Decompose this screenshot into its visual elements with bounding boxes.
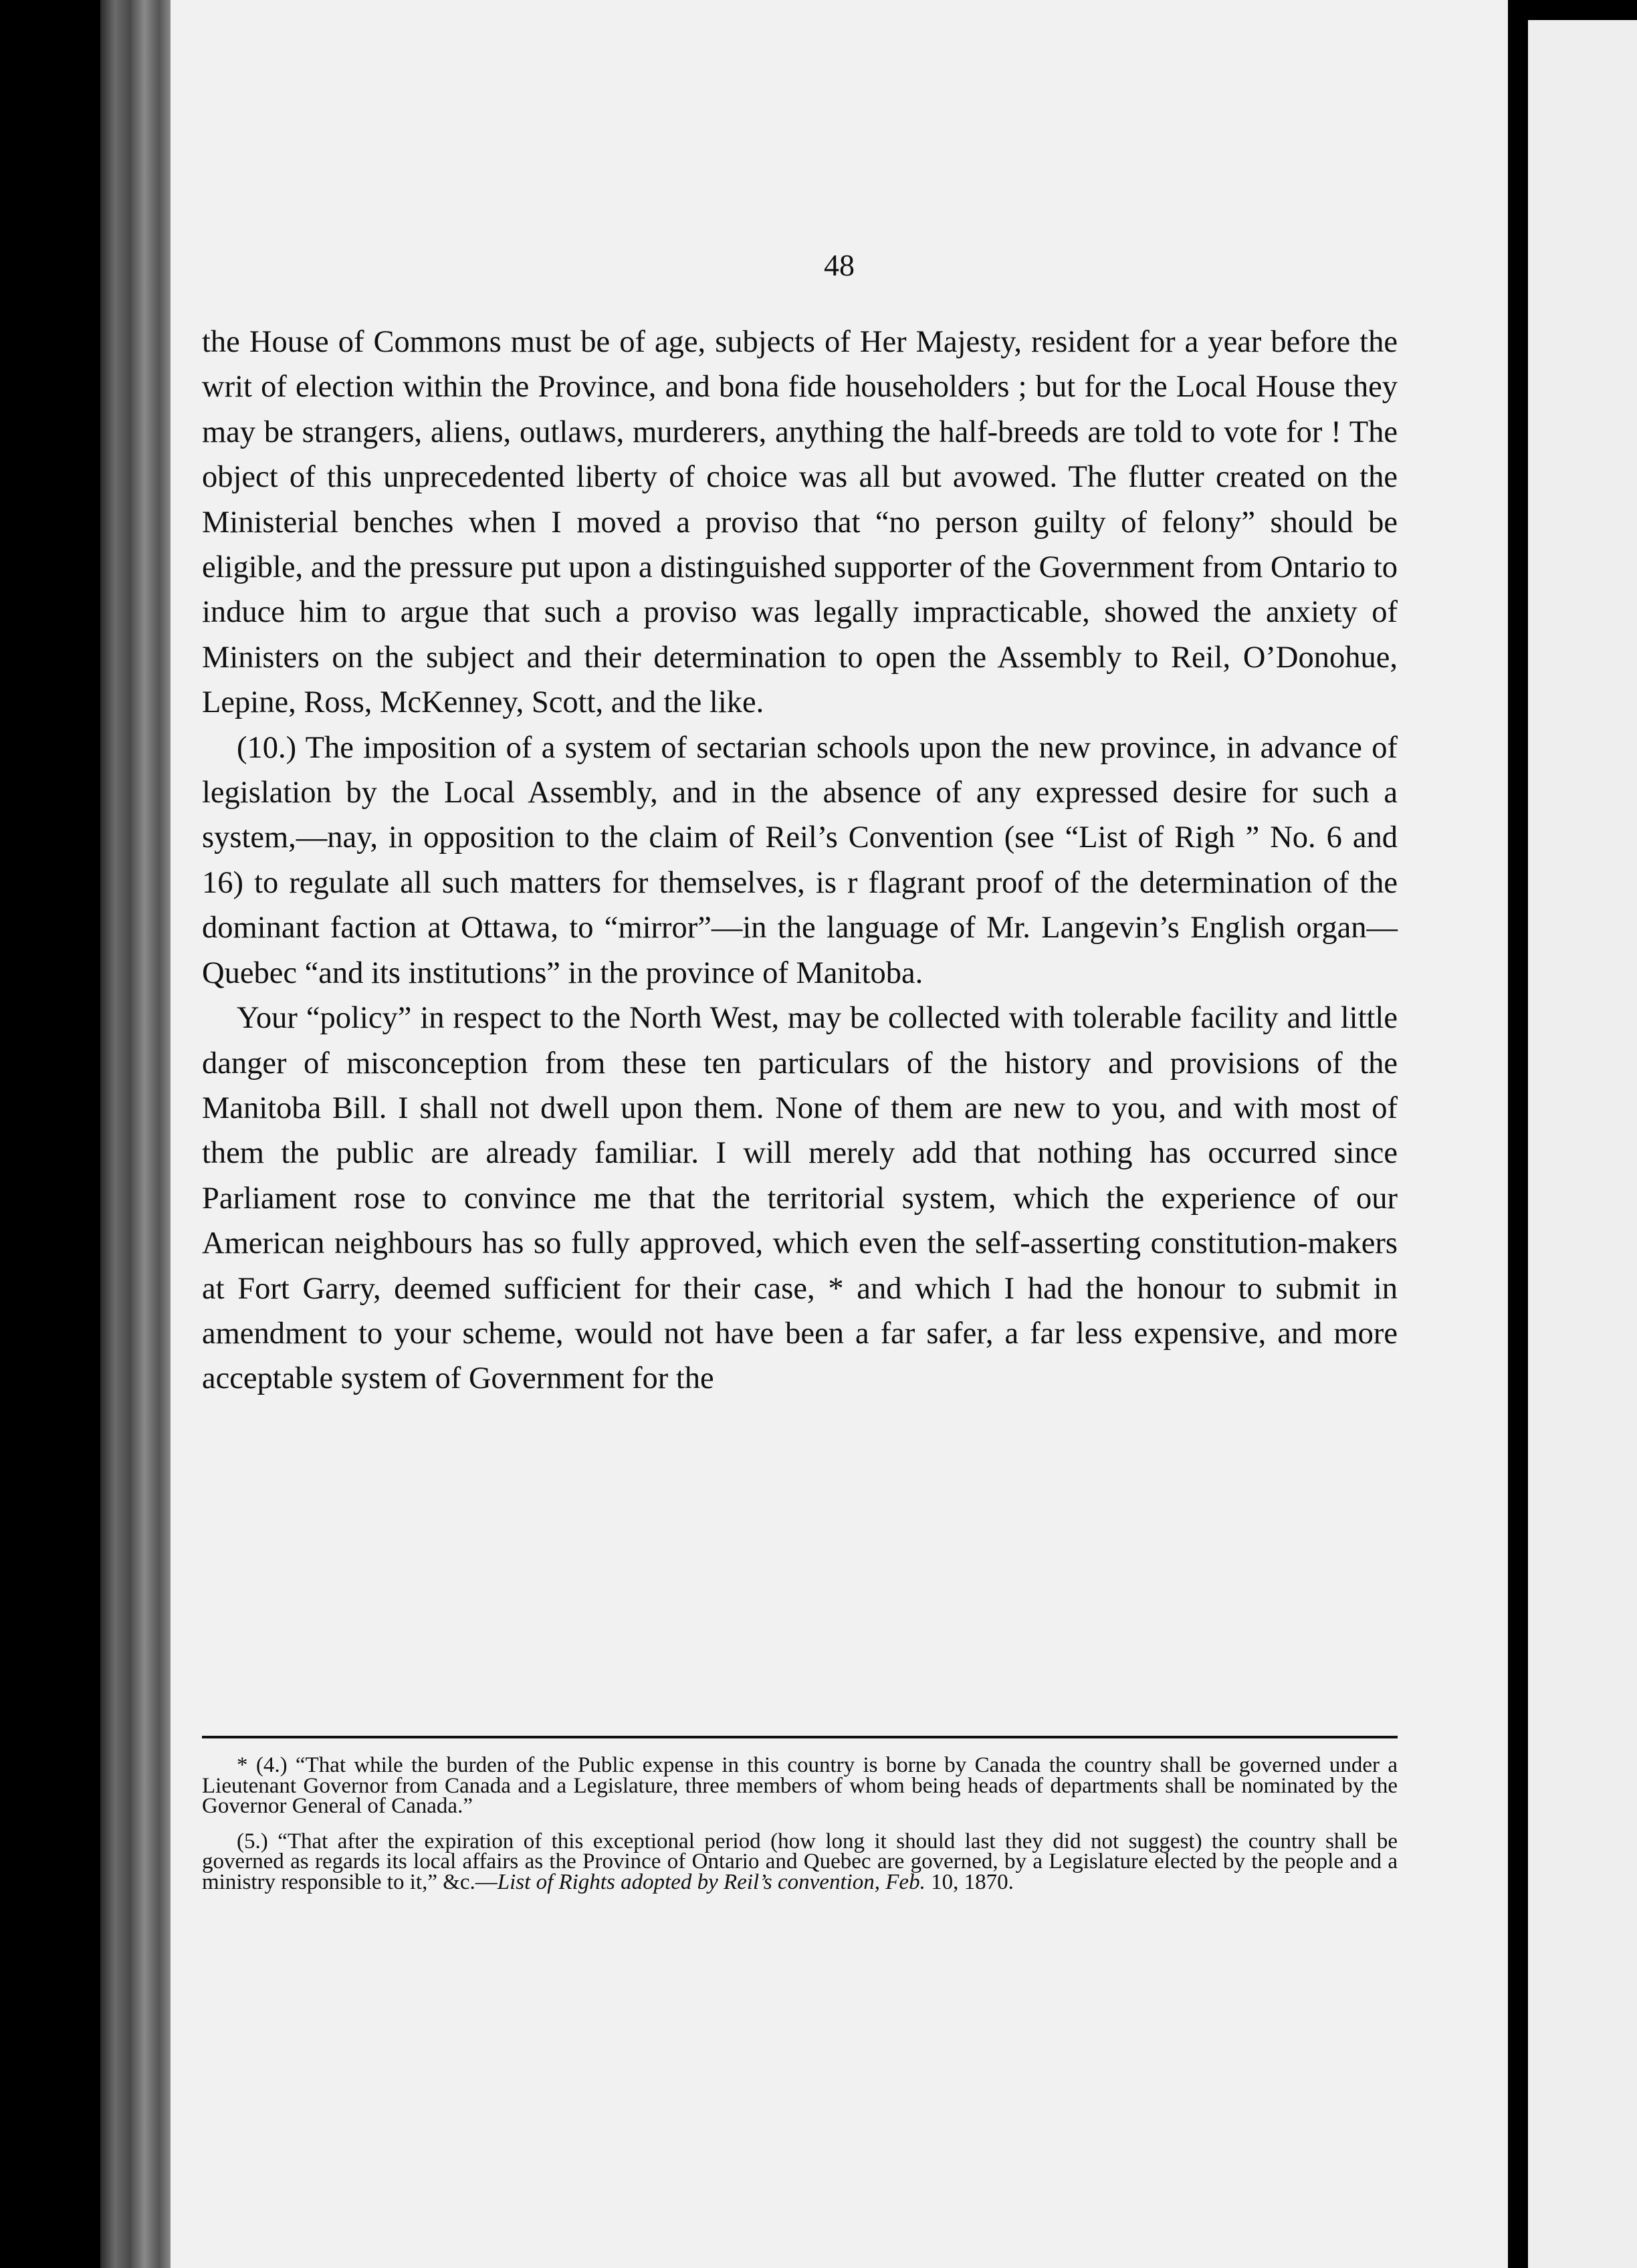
- paragraph-policy: Your “policy” in respect to the North West, may be collected with tolerable facility and little danger of misconception from these ten particulars of the history and provisions of the Manitoba Bill. I shall not dwell upon them. None of them are new to you, and with most of them the public are already familiar. I will merely add that nothing has occurred since Parliament rose to convince me that the territorial system, which the experience of our American neighbours has so fully approved, which even the self-asserting constitution-makers at Fort Garry, deemed sufficient for their case, * and which I had the honour to submit in amendment to your scheme, would not have been a far safer, a far less expensive, and more acceptable system of Government for the: [202, 1001, 1398, 1396]
- footnote-4: * (4.) “That while the burden of the Public expense in this country is borne by Canada the country shall be governed under a Lieutenant Governor from Canada and a Legislature, three members of whom being heads of departments shall be nominated by the Governor General of Canada.”: [202, 1753, 1398, 1818]
- footnotes: [202, 1755, 1398, 1907]
- body-text: [202, 320, 1398, 1401]
- footnote-5: [202, 1831, 1398, 1893]
- footnote-5-text: (5.) “That after the expiration of this exceptional period (how long it should last they did not suggest) the country shall be governed as regards its local affairs as the Province of Ontario and Quebec are governed, by a Legislature elected by the people and a ministry responsible to it,” &c.—: [202, 1829, 1398, 1894]
- footnote-citation: List of Rights adopted by Reil’s convention, Feb.: [497, 1869, 925, 1894]
- facing-page-edge: [1528, 20, 1637, 2268]
- footnote-rule: [202, 1736, 1398, 1738]
- footnote-date: 10, 1870.: [925, 1869, 1014, 1894]
- page-number: 48: [824, 248, 855, 282]
- book-page-edges: [100, 0, 174, 2268]
- paragraph-continuation: the House of Commons must be of age, subjects of Her Majesty, resident for a year before the writ of election within the Province, and bona fide householders ; but for the Local House they may be strangers, aliens, outlaws, murderers, anything the half-breeds are told to vote for ! The object of this unprecedented liberty of choice was all but avowed. The flutter created on the Ministerial benches when I moved a proviso that “no person guilty of felony” should be eligible, and the pressure put upon a distinguished supporter of the Government from Ontario to induce him to argue that such a proviso was legally impracticable, showed the anxiety of Ministers on the subject and their determination to open the Assembly to Reil, O’Donohue, Lepine, Ross, McKenney, Scott, and the like.: [202, 325, 1398, 720]
- paragraph-10: (10.) The imposition of a system of sectarian schools upon the new province, in advance of legislation by the Local Assembly, and in the absence of any expressed desire for such a system,—nay, in opposition to the claim of Reil’s Convention (see “List of Righ ” No. 6 and 16) to regulate all such matters for themselves, is r flagrant proof of the determination of the dominant faction at Ottawa, to “mirror”—in the language of Mr. Langevin’s English organ—Quebec “and its institutions” in the province of Manitoba.: [202, 730, 1398, 990]
